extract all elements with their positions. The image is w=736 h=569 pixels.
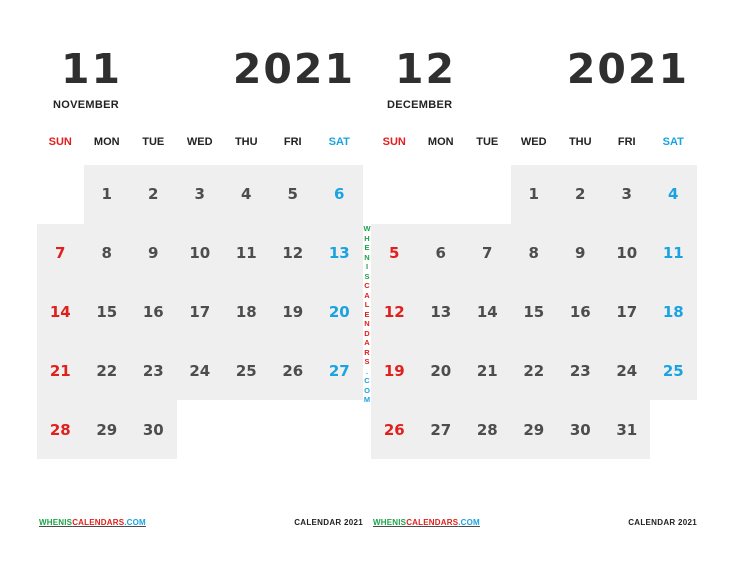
day-cell: 14 xyxy=(37,283,84,342)
day-cell: 12 xyxy=(371,283,418,342)
month-december xyxy=(371,0,697,569)
day-cell: 20 xyxy=(418,341,465,400)
day-cell: 29 xyxy=(511,400,558,459)
day-cell: 24 xyxy=(604,341,651,400)
calendar-grid xyxy=(371,130,697,459)
watermark-letter: I xyxy=(365,262,369,271)
day-cell: 6 xyxy=(316,165,363,224)
brand-part-2: CALENDARS xyxy=(72,518,125,527)
weekday-label: THU xyxy=(568,136,592,148)
watermark-letter: R xyxy=(364,347,370,357)
watermark-letter: S xyxy=(364,357,370,366)
watermark-letter: C xyxy=(364,376,370,385)
day-cell: 14 xyxy=(464,283,511,342)
day-cell: 30 xyxy=(557,400,604,459)
weekday-label: MON xyxy=(427,136,454,148)
day-cell: 2 xyxy=(557,165,604,224)
day-cell: 31 xyxy=(604,400,651,459)
day-cell: 19 xyxy=(371,341,418,400)
brand-part-3: .COM xyxy=(458,518,480,527)
day-cell: 30 xyxy=(130,400,177,459)
day-cell: 19 xyxy=(270,283,317,342)
watermark-letter: C xyxy=(364,281,370,290)
empty-cell xyxy=(177,400,224,459)
weekday-header xyxy=(371,130,697,154)
day-cell: 10 xyxy=(604,224,651,283)
vertical-brand-watermark xyxy=(362,224,372,405)
day-cell: 11 xyxy=(650,224,697,283)
empty-cell xyxy=(223,400,270,459)
weekday-label: SAT xyxy=(328,136,350,148)
month-name: DECEMBER xyxy=(387,99,453,111)
day-cell: 27 xyxy=(418,400,465,459)
empty-cell xyxy=(316,400,363,459)
day-cell: 7 xyxy=(37,224,84,283)
footer-brand-link[interactable] xyxy=(39,518,146,527)
weekday-label: WED xyxy=(520,136,547,148)
watermark-letter: . xyxy=(365,366,369,376)
footer-label: CALENDAR 2021 xyxy=(628,518,697,527)
day-cell: 2 xyxy=(130,165,177,224)
day-cell: 27 xyxy=(316,341,363,400)
weekday-label: SUN xyxy=(48,136,72,148)
day-cell: 7 xyxy=(464,224,511,283)
watermark-letter: N xyxy=(364,319,370,328)
month-november xyxy=(37,0,363,569)
watermark-letter: N xyxy=(364,252,370,262)
watermark-letter: S xyxy=(364,271,370,281)
weekday-label: TUE xyxy=(476,136,499,148)
day-cell: 15 xyxy=(511,283,558,342)
day-cell: 15 xyxy=(84,283,131,342)
day-cell: 22 xyxy=(511,341,558,400)
day-cell: 28 xyxy=(464,400,511,459)
weekday-header xyxy=(37,130,363,154)
day-cell: 17 xyxy=(604,283,651,342)
day-cell: 13 xyxy=(316,224,363,283)
day-cell: 13 xyxy=(418,283,465,342)
watermark-letter: W xyxy=(363,224,371,233)
watermark-letter: H xyxy=(364,233,370,243)
empty-cell xyxy=(37,165,84,224)
weekday-label: THU xyxy=(234,136,258,148)
weekday-label: MON xyxy=(93,136,120,148)
day-cell: 9 xyxy=(557,224,604,283)
weekday-label: TUE xyxy=(142,136,165,148)
day-cell: 8 xyxy=(511,224,558,283)
day-cell: 16 xyxy=(130,283,177,342)
empty-cell xyxy=(650,400,697,459)
day-cell: 5 xyxy=(270,165,317,224)
watermark-letter: O xyxy=(364,385,370,395)
empty-cell xyxy=(270,400,317,459)
day-cell: 25 xyxy=(650,341,697,400)
day-cell: 22 xyxy=(84,341,131,400)
day-cell: 29 xyxy=(84,400,131,459)
day-cell: 10 xyxy=(177,224,224,283)
empty-cell xyxy=(464,165,511,224)
day-cell: 16 xyxy=(557,283,604,342)
day-cell: 1 xyxy=(84,165,131,224)
brand-part-1: WHENIS xyxy=(39,518,73,527)
day-cell: 26 xyxy=(371,400,418,459)
brand-part-1: WHENIS xyxy=(373,518,407,527)
day-cell: 4 xyxy=(223,165,270,224)
year-number: 2021 xyxy=(232,45,355,93)
watermark-letter: L xyxy=(364,300,370,309)
month-number: 11 xyxy=(61,45,123,93)
year-number: 2021 xyxy=(566,45,689,93)
weekday-label: SUN xyxy=(382,136,406,148)
day-cells xyxy=(371,165,697,459)
day-cell: 18 xyxy=(650,283,697,342)
watermark-letter: A xyxy=(364,338,370,347)
day-cell: 28 xyxy=(37,400,84,459)
day-cell: 6 xyxy=(418,224,465,283)
day-cell: 8 xyxy=(84,224,131,283)
brand-part-2: CALENDARS xyxy=(406,518,459,527)
weekday-label: FRI xyxy=(283,136,302,148)
day-cell: 4 xyxy=(650,165,697,224)
brand-part-3: .COM xyxy=(124,518,146,527)
weekday-label: SAT xyxy=(662,136,684,148)
day-cell: 23 xyxy=(557,341,604,400)
day-cell: 12 xyxy=(270,224,317,283)
day-cell: 21 xyxy=(464,341,511,400)
watermark-letter: M xyxy=(363,395,371,404)
weekday-label: WED xyxy=(186,136,213,148)
day-cell: 1 xyxy=(511,165,558,224)
day-cell: 23 xyxy=(130,341,177,400)
watermark-letter: D xyxy=(364,328,370,338)
day-cell: 25 xyxy=(223,341,270,400)
day-cell: 21 xyxy=(37,341,84,400)
day-cell: 18 xyxy=(223,283,270,342)
watermark-letter: E xyxy=(364,309,370,319)
weekday-label: FRI xyxy=(617,136,636,148)
day-cell: 9 xyxy=(130,224,177,283)
footer-label: CALENDAR 2021 xyxy=(294,518,363,527)
day-cell: 3 xyxy=(177,165,224,224)
day-cell: 26 xyxy=(270,341,317,400)
day-cell: 11 xyxy=(223,224,270,283)
footer-brand-link[interactable] xyxy=(373,518,480,527)
day-cell: 5 xyxy=(371,224,418,283)
day-cell: 3 xyxy=(604,165,651,224)
watermark-letter: A xyxy=(364,290,370,300)
day-cell: 17 xyxy=(177,283,224,342)
day-cells xyxy=(37,165,363,459)
day-cell: 20 xyxy=(316,283,363,342)
empty-cell xyxy=(371,165,418,224)
calendar-grid xyxy=(37,130,363,459)
watermark-letter: E xyxy=(364,243,370,252)
day-cell: 24 xyxy=(177,341,224,400)
empty-cell xyxy=(418,165,465,224)
month-number: 12 xyxy=(395,45,457,93)
month-name: NOVEMBER xyxy=(53,99,119,111)
